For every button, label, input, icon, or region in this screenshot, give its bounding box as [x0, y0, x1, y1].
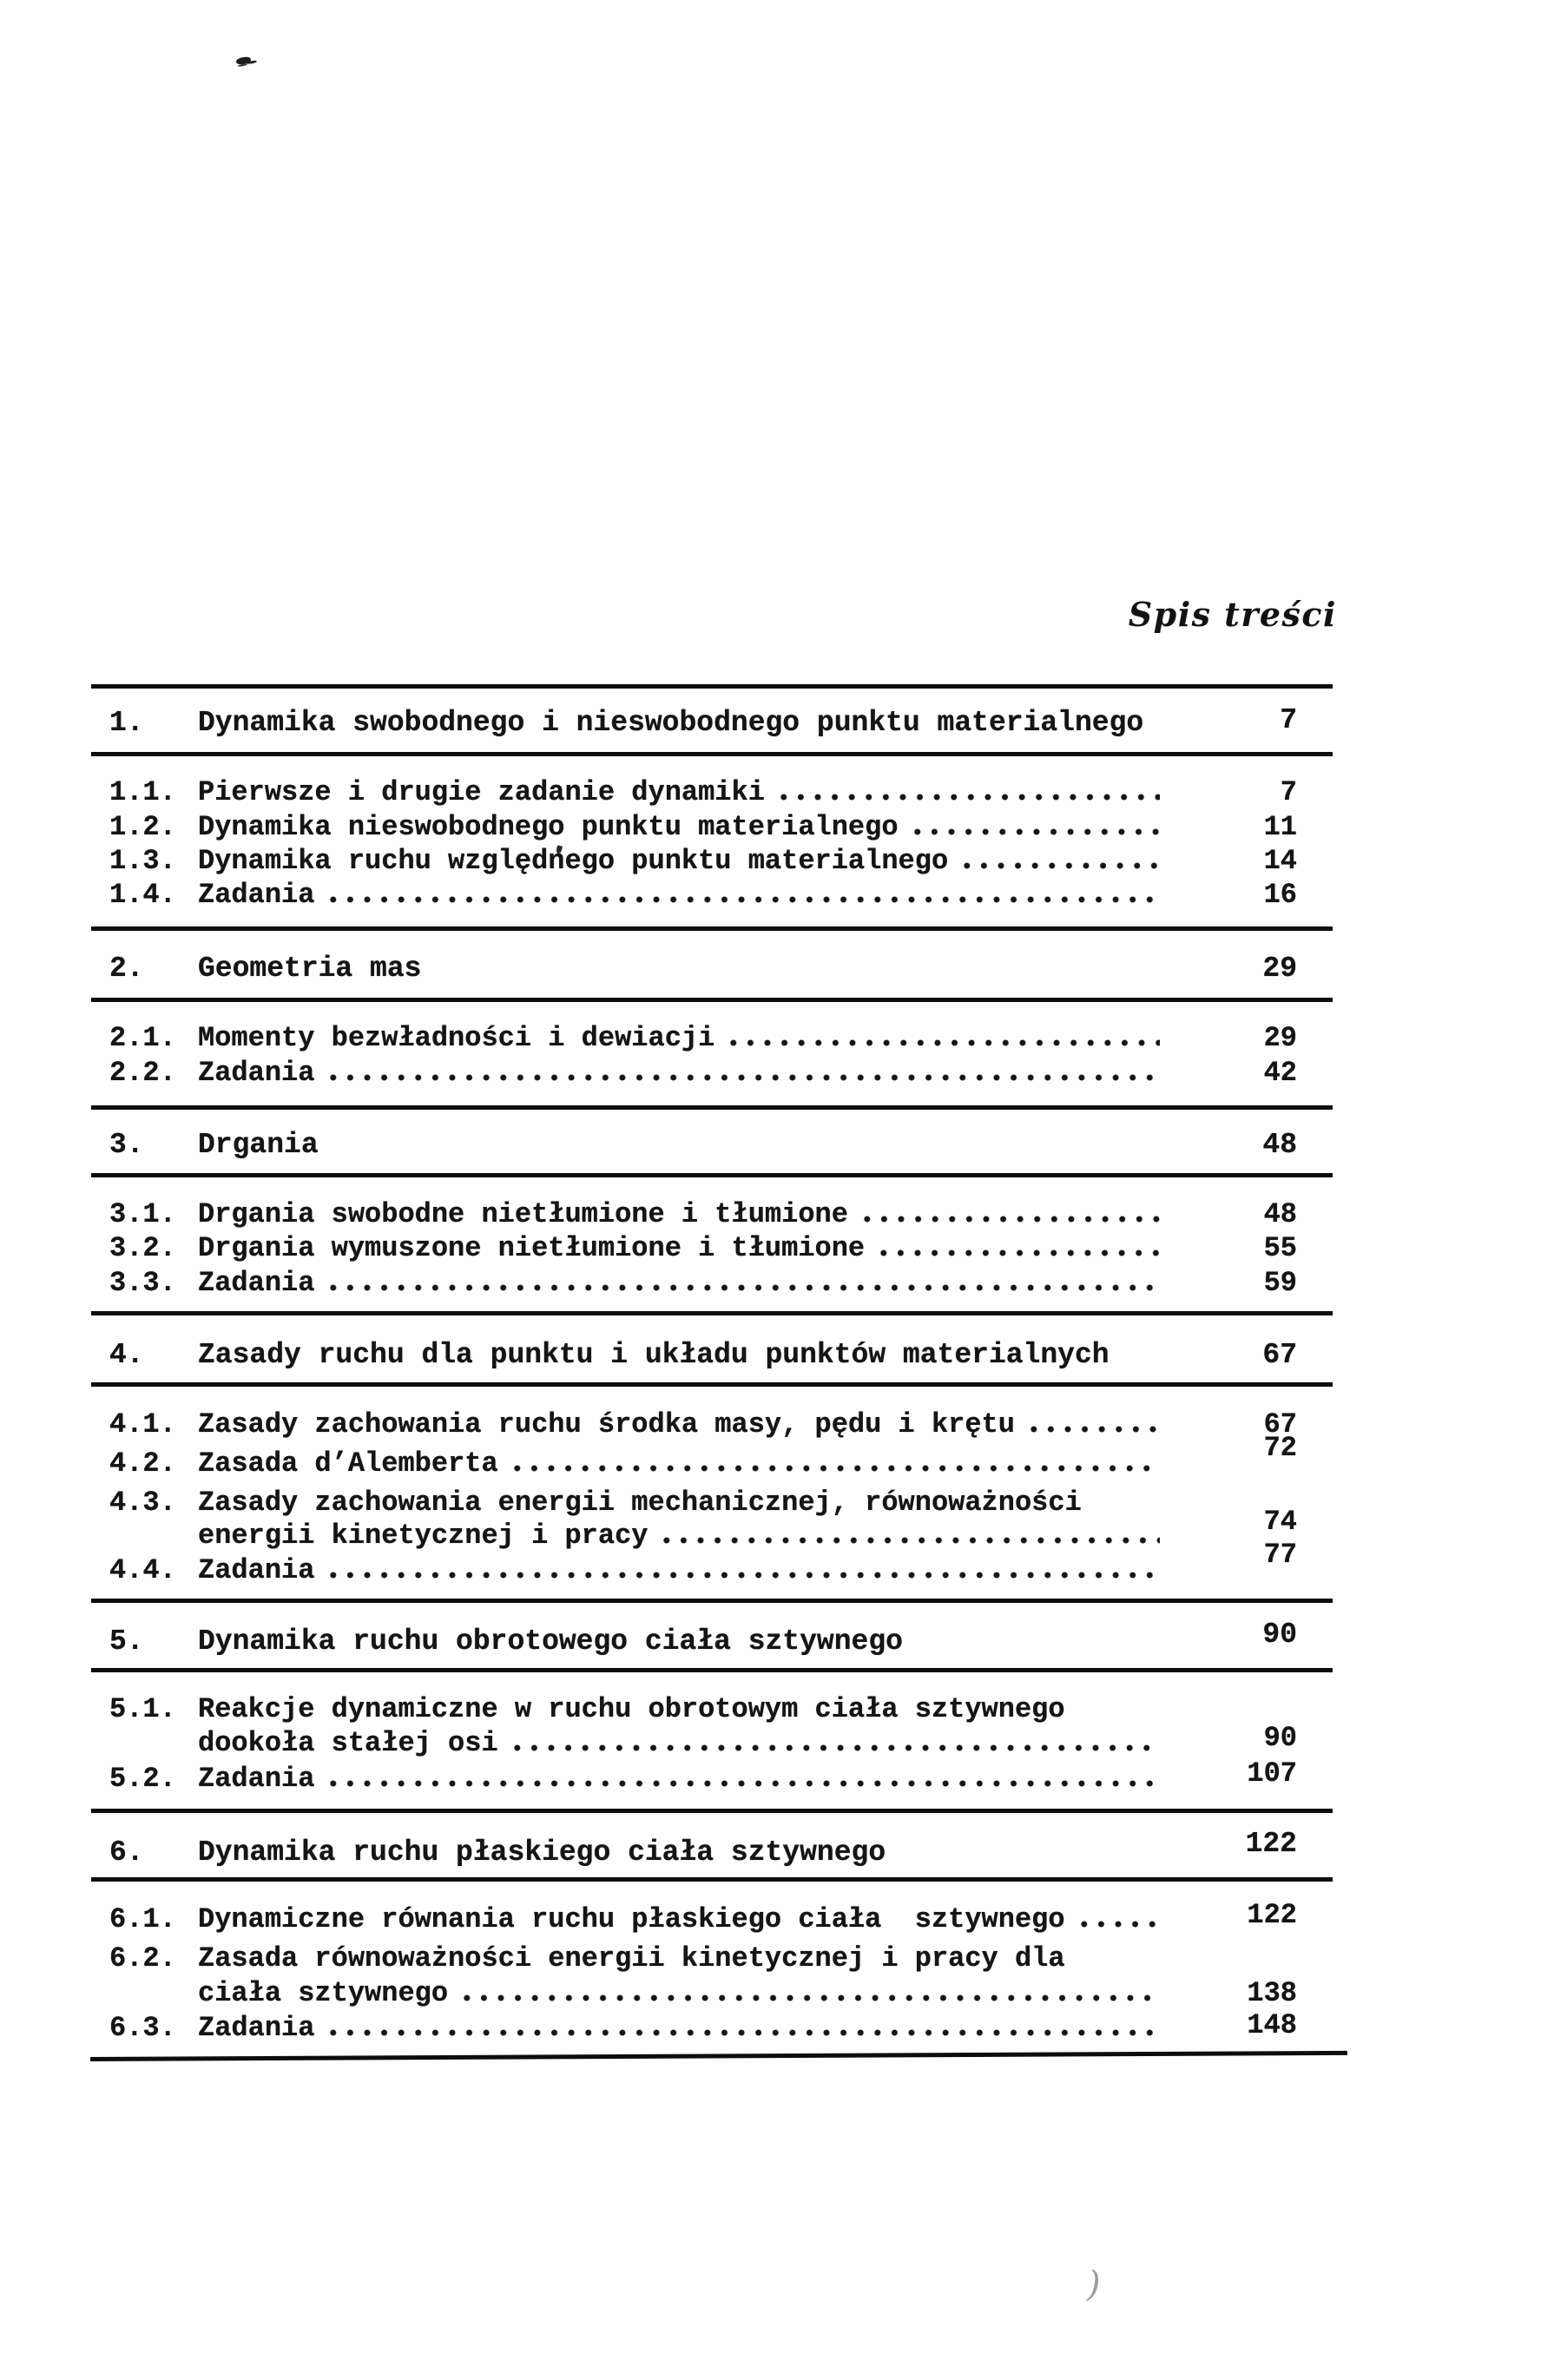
chapter-row	[109, 1828, 1297, 1869]
entry-number: 4.3.	[109, 1487, 176, 1519]
dot-leader	[875, 1234, 1160, 1263]
chapter-page: 90	[1262, 1619, 1297, 1651]
entry-title: Zadania	[198, 1763, 315, 1795]
toc-entry	[109, 778, 1297, 808]
dot-leader	[1025, 1410, 1160, 1440]
entry-number: 1.4.	[109, 879, 176, 911]
section-divider	[91, 1105, 1333, 1110]
dot-leader	[325, 880, 1160, 910]
entry-title: Dynamika nieswobodnego punktu materialnego	[198, 811, 899, 843]
entry-number: 6.1.	[109, 1903, 176, 1935]
section-divider	[91, 926, 1333, 931]
entry-number: 2.2.	[109, 1057, 176, 1089]
chapter-title: Drgania	[198, 1129, 319, 1161]
entry-page: 72	[1263, 1432, 1297, 1464]
chapter-number: 3.	[109, 1129, 144, 1161]
entry-page: 42	[1263, 1057, 1297, 1089]
entry-page: 138	[1247, 1977, 1297, 2009]
entry-title: Zadania	[198, 1057, 315, 1089]
dot-leader	[325, 1058, 1160, 1088]
dot-leader	[658, 1521, 1160, 1551]
chapter-number: 2.	[109, 953, 144, 985]
entry-page: 14	[1263, 845, 1297, 877]
section-divider	[91, 1173, 1333, 1177]
chapter-row	[109, 1619, 1297, 1658]
entry-title: Zasada równoważności energii kinetycznej i pracy dla	[198, 1942, 1065, 1975]
entry-number: 6.3.	[109, 2012, 176, 2044]
entry-title: Drgania wymuszone nietłumione i tłumione	[198, 1232, 866, 1264]
dot-leader	[909, 813, 1160, 842]
toc-entry-line2	[109, 1506, 1297, 1552]
entry-number: 1.3.	[109, 845, 176, 877]
chapter-page: 7	[1280, 704, 1297, 736]
chapter-title: Geometria mas	[198, 953, 422, 985]
chapter-row	[109, 704, 1297, 739]
chapter-number: 1.	[109, 707, 144, 739]
entry-page: 59	[1263, 1267, 1297, 1299]
dot-leader	[509, 1729, 1160, 1758]
entry-page: 29	[1263, 1022, 1297, 1054]
chapter-number: 6.	[109, 1836, 144, 1869]
section-divider	[91, 684, 1333, 689]
entry-title: Dynamiczne równania ruchu płaskiego ciała sztywnego	[198, 1903, 1065, 1935]
dot-leader	[958, 847, 1160, 876]
entry-number: 1.2.	[109, 811, 176, 843]
toc-entry	[109, 1757, 1297, 1795]
chapter-number: 4.	[109, 1339, 144, 1371]
chapter-number: 5.	[109, 1625, 144, 1658]
dot-leader	[775, 778, 1160, 808]
toc-entry	[109, 1024, 1297, 1053]
entry-page: 77	[1263, 1539, 1297, 1571]
entry-page: 148	[1247, 2009, 1297, 2041]
toc-entry	[109, 1269, 1297, 1298]
entry-number: 1.1.	[109, 776, 176, 808]
toc-entry	[109, 813, 1297, 842]
entry-title: Reakcje dynamiczne w ruchu obrotowym ciała sztywnego	[198, 1693, 1065, 1725]
section-divider	[91, 1668, 1333, 1672]
entry-page: 67	[1263, 1408, 1297, 1441]
entry-page: 7	[1280, 776, 1297, 808]
entry-page: 11	[1263, 811, 1297, 843]
chapter-row	[109, 953, 1297, 985]
entry-page: 90	[1263, 1722, 1297, 1754]
toc-entry	[109, 880, 1297, 910]
chapter-page: 48	[1262, 1129, 1297, 1161]
entry-number: 5.2.	[109, 1763, 176, 1795]
chapter-row	[109, 1340, 1297, 1371]
toc-entry	[109, 1432, 1297, 1480]
toc-entry	[109, 1899, 1297, 1935]
entry-page: 122	[1247, 1899, 1297, 1931]
ink-smudge	[236, 56, 252, 65]
toc-entry	[109, 2009, 1297, 2044]
dot-leader	[509, 1449, 1160, 1479]
toc-entry	[109, 847, 1297, 876]
dot-leader	[325, 1764, 1160, 1794]
chapter-title: Dynamika ruchu płaskiego ciała sztywnego	[198, 1836, 886, 1869]
chapter-title: Dynamika swobodnego i nieswobodnego punktu materialnego	[198, 707, 1144, 739]
toc-entry-line2	[109, 1979, 1297, 2008]
entry-title-continued: dookoła stałej osi	[198, 1727, 498, 1759]
entry-title: Zasady zachowania ruchu środka masy, pędu i krętu	[198, 1408, 1015, 1441]
entry-title: Zadania	[198, 1554, 315, 1586]
dot-leader	[325, 2014, 1160, 2043]
toc-entry-line1	[109, 1695, 1297, 1724]
toc-entry	[109, 1200, 1297, 1230]
entry-number: 6.2.	[109, 1942, 176, 1975]
chapter-page: 122	[1245, 1828, 1297, 1860]
entry-number: 4.2.	[109, 1447, 176, 1480]
page-title: Spis treści	[1128, 595, 1337, 634]
dot-leader	[325, 1556, 1160, 1586]
section-divider	[91, 752, 1333, 756]
toc-entry-line1	[109, 1488, 1297, 1518]
entry-page: 107	[1247, 1757, 1297, 1790]
entry-title: Zadania	[198, 879, 315, 911]
section-divider	[91, 998, 1333, 1002]
entry-page: 48	[1263, 1198, 1297, 1230]
section-divider	[91, 1809, 1333, 1813]
entry-number: 3.2.	[109, 1232, 176, 1264]
entry-title: Pierwsze i drugie zadanie dynamiki	[198, 776, 765, 808]
section-divider	[91, 1877, 1333, 1882]
toc-entry-line2	[109, 1722, 1297, 1759]
toc-entry	[109, 1539, 1297, 1586]
entry-page: 55	[1263, 1232, 1297, 1264]
entry-number: 4.4.	[109, 1554, 176, 1586]
entry-title: Momenty bezwładności i dewiacji	[198, 1022, 715, 1054]
toc-entry	[109, 1410, 1297, 1440]
section-divider	[91, 1599, 1333, 1603]
toc-entry	[109, 1058, 1297, 1088]
chapter-row	[109, 1130, 1297, 1161]
dot-leader	[458, 1979, 1160, 2008]
entry-title-continued: energii kinetycznej i pracy	[198, 1520, 649, 1552]
toc-entry-line1	[109, 1944, 1297, 1974]
entry-title: Zadania	[198, 2012, 315, 2044]
chapter-title: Dynamika ruchu obrotowego ciała sztywnego	[198, 1625, 903, 1658]
dot-leader	[325, 1269, 1160, 1298]
entry-title: Drgania swobodne nietłumione i tłumione	[198, 1198, 848, 1230]
entry-page: 74	[1263, 1506, 1297, 1538]
toc-entry	[109, 1234, 1297, 1263]
entry-number: 4.1.	[109, 1408, 176, 1441]
entry-number: 3.3.	[109, 1267, 176, 1299]
ink-mark: )	[1087, 2265, 1101, 2304]
entry-title: Dynamika ruchu względnego punktu materialnego	[198, 845, 949, 877]
entry-number: 2.1.	[109, 1022, 176, 1054]
entry-page: 16	[1263, 879, 1297, 911]
section-divider	[91, 1311, 1333, 1315]
dot-leader	[1076, 1905, 1160, 1935]
entry-title: Zasady zachowania energii mechanicznej, równoważności	[198, 1487, 1082, 1519]
entry-number: 3.1.	[109, 1198, 176, 1230]
bottom-rule	[90, 2051, 1347, 2061]
dot-leader	[725, 1024, 1160, 1053]
entry-title: Zadania	[198, 1267, 315, 1299]
chapter-page: 67	[1262, 1339, 1297, 1371]
chapter-page: 29	[1262, 953, 1297, 985]
entry-title: Zasada d’Alemberta	[198, 1447, 498, 1480]
entry-title-continued: ciała sztywnego	[198, 1977, 449, 2009]
section-divider	[91, 1382, 1333, 1387]
dot-leader	[859, 1200, 1160, 1230]
chapter-title: Zasady ruchu dla punktu i układu punktów materialnych	[198, 1339, 1110, 1371]
entry-number: 5.1.	[109, 1693, 176, 1725]
